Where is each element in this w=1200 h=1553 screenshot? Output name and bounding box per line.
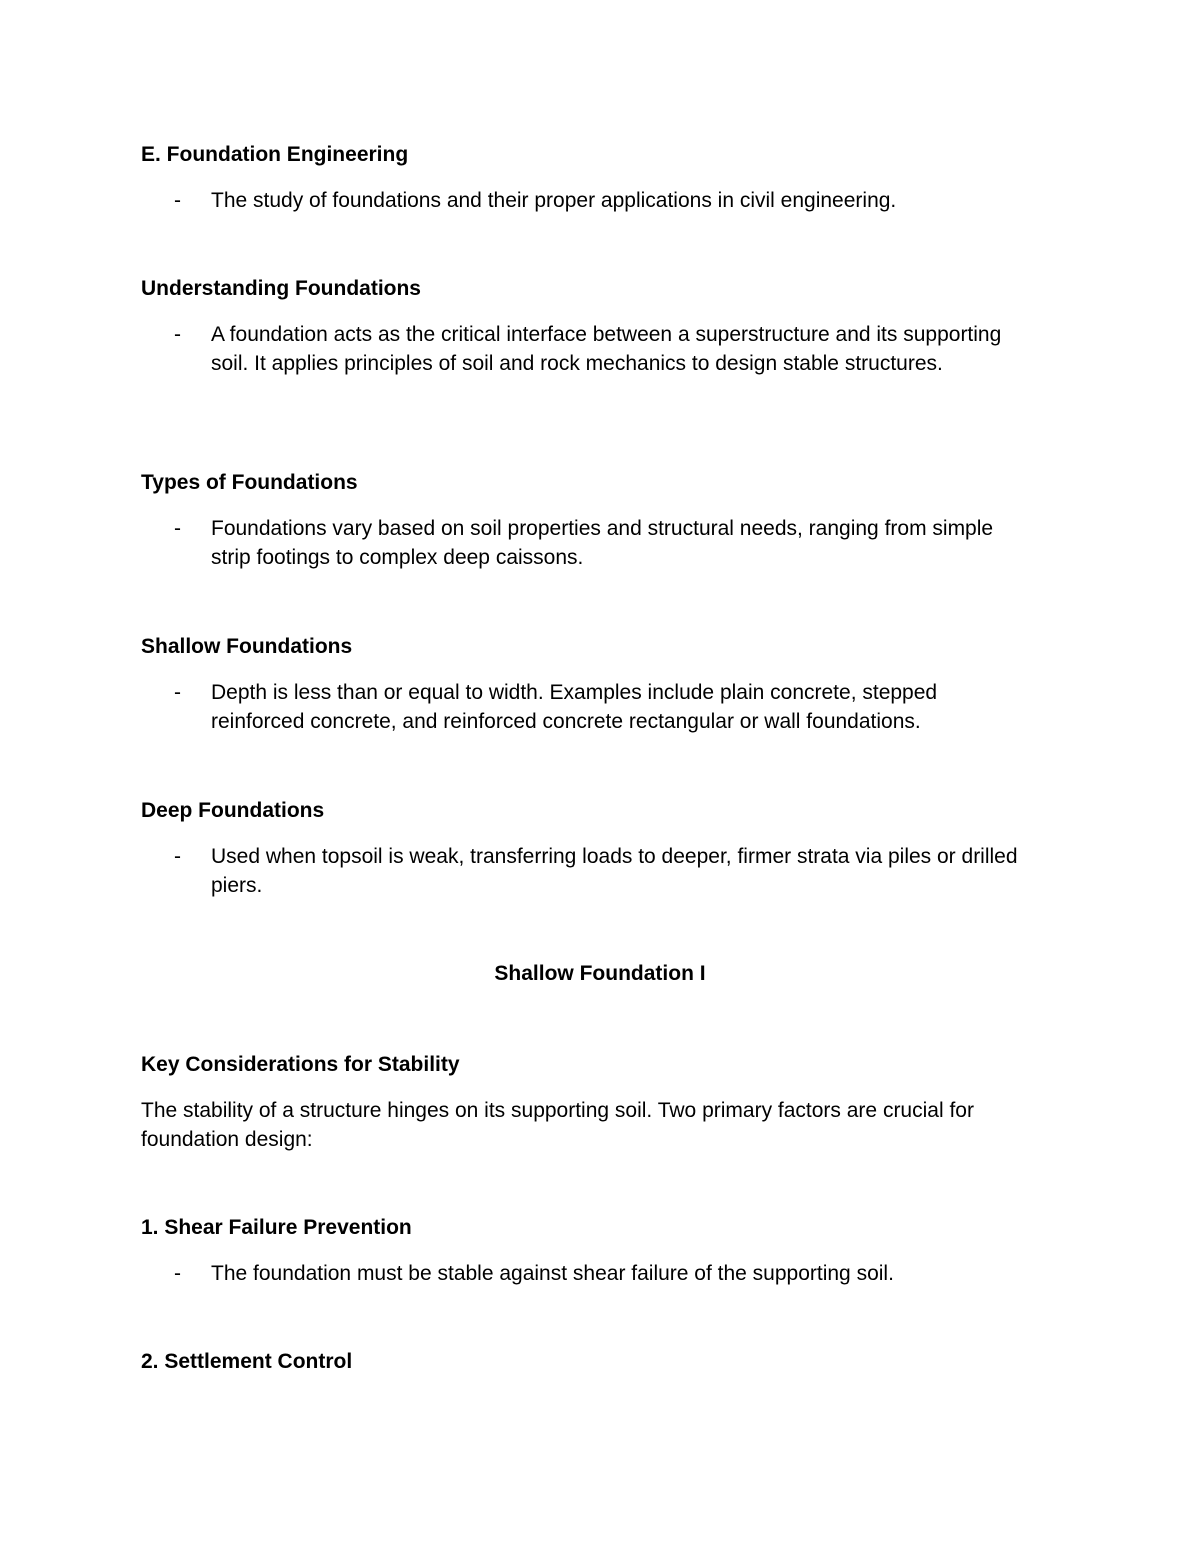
bullet-marker: - xyxy=(174,517,181,540)
bullet-text: The foundation must be stable against shear failure of the supporting soil. xyxy=(211,1262,894,1285)
bullet-shallow-foundations xyxy=(141,678,1061,736)
paragraph-key-considerations: The stability of a structure hinges on its supporting soil. Two primary factors are crucial for foundation design: xyxy=(141,1099,974,1151)
bullet-text: Depth is less than or equal to width. Examples include plain concrete, stepped reinforced concrete, and reinforced concrete rectangular or wall foundations. xyxy=(211,681,938,733)
bullet-marker: - xyxy=(174,1262,181,1285)
bullet-deep-foundations xyxy=(141,842,1061,900)
bullet-text: Used when topsoil is weak, transferring loads to deeper, firmer strata via piles or drilled piers. xyxy=(211,845,1018,897)
heading-shear-failure-prevention: 1. Shear Failure Prevention xyxy=(141,1216,412,1239)
heading-foundation-engineering: E. Foundation Engineering xyxy=(141,143,409,166)
bullet-shear-failure-prevention xyxy=(141,1259,1061,1288)
bullet-types-of-foundations xyxy=(141,514,1061,572)
bullet-marker: - xyxy=(174,845,181,868)
bullet-text: A foundation acts as the critical interface between a superstructure and its supporting soil. It applies principles of soil and rock mechanics to design stable structures. xyxy=(211,323,1002,375)
heading-types-of-foundations: Types of Foundations xyxy=(141,471,358,494)
bullet-text: The study of foundations and their proper applications in civil engineering. xyxy=(211,189,897,212)
bullet-marker: - xyxy=(174,681,181,704)
bullet-text: Foundations vary based on soil properties and structural needs, ranging from simple strip footings to complex deep caissons. xyxy=(211,517,994,569)
heading-understanding-foundations: Understanding Foundations xyxy=(141,277,421,300)
bullet-understanding-foundations xyxy=(141,320,1061,378)
heading-shallow-foundations: Shallow Foundations xyxy=(141,635,353,658)
bullet-marker: - xyxy=(174,323,181,346)
heading-key-considerations: Key Considerations for Stability xyxy=(141,1053,460,1076)
heading-deep-foundations: Deep Foundations xyxy=(141,799,325,822)
bullet-marker: - xyxy=(174,189,181,212)
heading-settlement-control: 2. Settlement Control xyxy=(141,1350,353,1373)
bullet-foundation-engineering xyxy=(141,186,1061,215)
section-title-shallow-foundation-i: Shallow Foundation I xyxy=(494,962,706,985)
